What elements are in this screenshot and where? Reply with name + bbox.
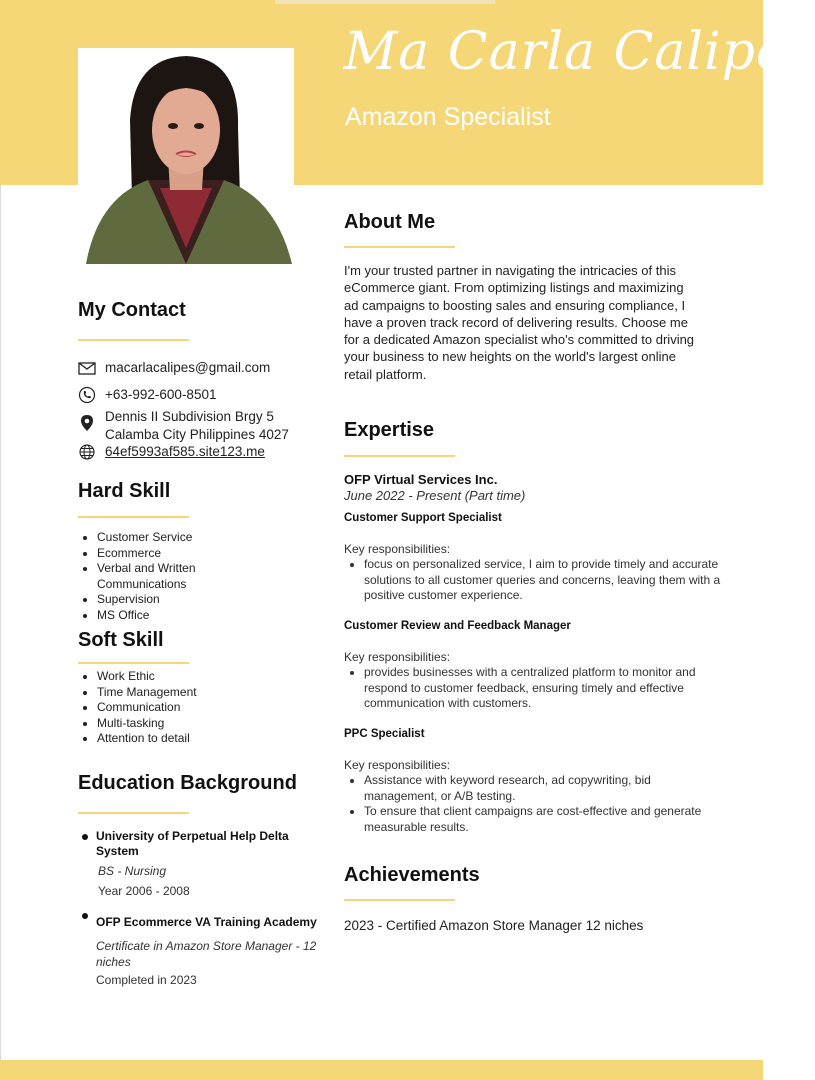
- responsibilities-list: [344, 665, 724, 712]
- phone-text[interactable]: +63-992-600-8501: [105, 387, 217, 402]
- contact-heading: My Contact: [78, 299, 186, 321]
- role-title: Customer Support Specialist: [344, 512, 502, 524]
- hard-skill-list: [78, 530, 247, 623]
- responsibilities-list: [344, 557, 724, 604]
- header-strip: [275, 0, 495, 4]
- resume-name: Ma Carla Calipes: [344, 22, 815, 82]
- school-years: Year 2006 - 2008: [98, 884, 190, 898]
- list-item: • focus on personalized service, I aim to provide timely and accurate solutions to all customer queries and concerns, leaving them with a positive customer experience.: [364, 557, 724, 604]
- list-item: • Assistance with keyword research, ad copywriting, bid management, or A/B testing.: [364, 773, 724, 804]
- page-edge: [0, 185, 1, 1060]
- list-item: • Communication: [97, 700, 297, 716]
- contact-heading-rule: [78, 339, 189, 341]
- list-item: • Work Ethic: [97, 669, 297, 685]
- hard-skill-rule: [78, 516, 189, 518]
- soft-skill-list: [78, 669, 297, 747]
- list-item: • Ecommerce: [97, 546, 247, 562]
- responsibilities-label: Key responsibilities:: [344, 758, 451, 772]
- school-years: Completed in 2023: [96, 973, 197, 987]
- responsibilities-label: Key responsibilities:: [344, 650, 451, 664]
- list-item: • Attention to detail: [97, 731, 297, 747]
- school-name: University of Perpetual Help Delta System: [96, 829, 289, 858]
- list-item: • Supervision: [97, 592, 247, 608]
- list-item: • Customer Service: [97, 530, 247, 546]
- about-text: I'm your trusted partner in navigating the intricacies of this eCommerce giant. From optimizing listings and maximizing ad campaigns to boosting sales and ensuring compliance, I have a proven track record of delivering results. Choose me for a dedicated Amazon specialist who's committed to driving your business to new heights on the world's largest online retail platform.: [344, 263, 695, 382]
- responsibilities-label: Key responsibilities:: [344, 542, 451, 556]
- address-line-1: Dennis II Subdivision Brgy 5: [105, 409, 274, 424]
- list-item: • Multi-tasking: [97, 716, 297, 732]
- school-name: OFP Ecommerce VA Training Academy: [96, 915, 317, 929]
- globe-icon: [78, 443, 96, 461]
- education-rule: [78, 812, 189, 814]
- expertise-heading: Expertise: [344, 419, 435, 441]
- location-pin-icon: [78, 414, 96, 432]
- profile-photo: [78, 48, 294, 264]
- education-heading: Education Background: [78, 772, 297, 794]
- soft-skill-rule: [78, 662, 189, 664]
- list-item: • Verbal and Written Communications: [97, 561, 247, 592]
- achievements-heading: Achievements: [344, 864, 480, 886]
- role-title: PPC Specialist: [344, 728, 425, 740]
- bullet-dot: [82, 834, 88, 840]
- company-name: OFP Virtual Services Inc.: [344, 472, 498, 487]
- website-link[interactable]: 64ef5993af585.site123.me: [105, 444, 265, 459]
- school-program: Certificate in Amazon Store Manager - 12 niches: [96, 939, 317, 969]
- bullet-dot: [82, 913, 88, 919]
- email-text[interactable]: macarlacalipes@gmail.com: [105, 360, 271, 375]
- phone-icon: [78, 386, 96, 404]
- footer-band: [0, 1060, 763, 1080]
- employment-period: June 2022 - Present (Part time): [344, 488, 526, 503]
- role-title: Customer Review and Feedback Manager: [344, 620, 571, 632]
- list-item: • To ensure that client campaigns are cost-effective and generate measurable results.: [364, 804, 724, 835]
- achievement-item: 2023 - Certified Amazon Store Manager 12 niches: [344, 918, 644, 933]
- list-item: • Time Management: [97, 685, 297, 701]
- envelope-icon: [78, 359, 96, 377]
- soft-skill-heading: Soft Skill: [78, 629, 164, 651]
- job-title: Amazon Specialist: [345, 103, 551, 131]
- address-line-2: Calamba City Philippines 4027: [105, 427, 289, 442]
- list-item: • provides businesses with a centralized platform to monitor and respond to customer feedback, ensuring timely and effective communication with customers.: [364, 665, 724, 712]
- about-heading: About Me: [344, 211, 436, 233]
- school-program: BS - Nursing: [98, 864, 167, 878]
- hard-skill-heading: Hard Skill: [78, 480, 171, 502]
- list-item: • MS Office: [97, 608, 247, 624]
- achievements-rule: [344, 899, 455, 901]
- expertise-rule: [344, 455, 455, 457]
- responsibilities-list: [344, 773, 724, 835]
- about-rule: [344, 246, 455, 248]
